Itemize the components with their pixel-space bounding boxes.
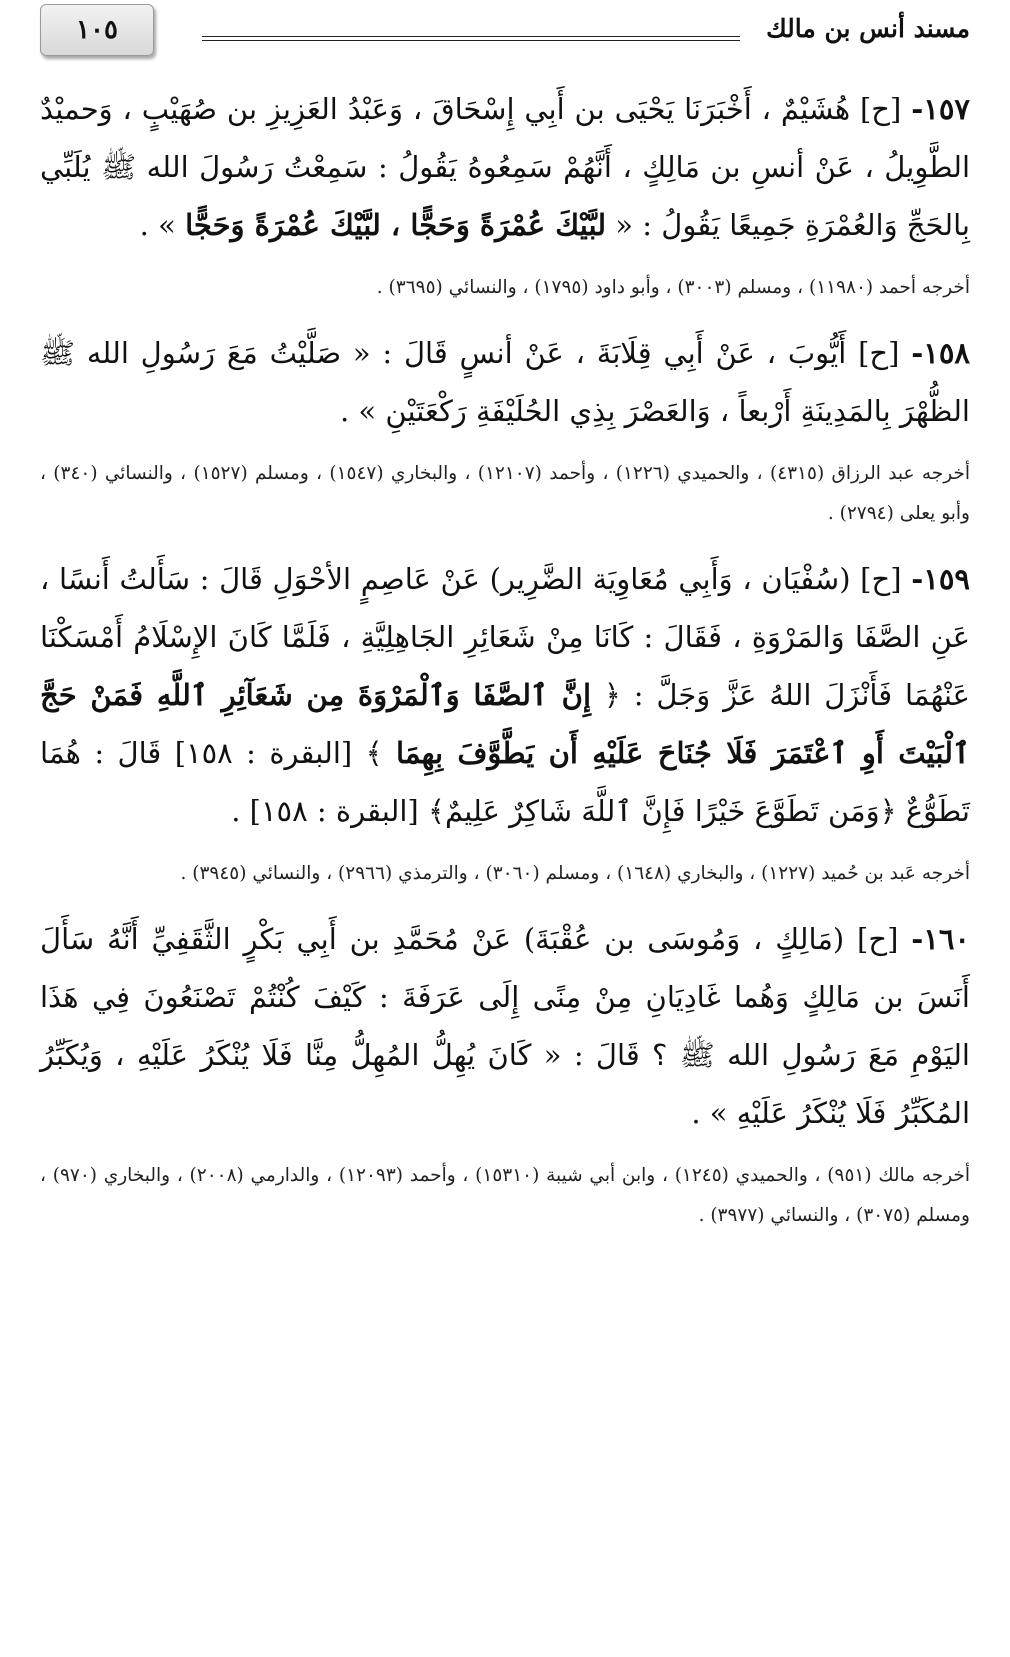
page-number: ١٠٥ (40, 4, 154, 56)
hadith-text (40, 910, 970, 1142)
hadith-160 (40, 910, 970, 1236)
takhrij-note: أخرجه أحمد (١١٩٨٠) ، ومسلم (٣٠٠٣) ، وأبو داود (١٧٩٥) ، والنسائي (٣٦٩٥) . (376, 277, 970, 298)
running-title: مسند أنس بن مالك (766, 14, 970, 43)
hadith-body: [ح] أَيُّوبَ ، عَنْ أَبِي قِلَابَةَ ، عَنْ أنسٍ قَالَ : « صَلَّيْتُ مَعَ رَسُولِ الله ﷺ الظُّهْرَ بِالمَدِينَةِ أَرْبعاً ، وَالعَصْرَ بِذِي الحُلَيْفَةِ رَكْعَتَيْنِ » . (40, 336, 970, 428)
hadith-body: [ح] هُشَيْمٌ ، أَخْبَرَنَا يَحْيَى بن أَبِي إِسْحَاقَ ، وَعَبْدُ العَزِيزِ بن صُهَيْبٍ ، وَحميْدٌ الطَّوِيلُ ، عَنْ أنسِ بن مَالِكٍ ، أَنَّهُمْ سَمِعُوهُ يَقُولُ : سَمِعْتُ رَسُولَ الله ﷺ يُلَبِّي بِالحَجِّ وَالعُمْرَةِ جَمِيعًا يَقُولُ : « (40, 92, 970, 242)
hadith-157 (40, 80, 970, 308)
quran-verse: إِنَّ ٱلصَّفَا وَٱلْمَرْوَةَ مِن شَعَآئِرِ ٱللَّهِ فَمَنْ حَجَّ ٱلْبَيْتَ أَوِ ٱعْتَمَرَ فَلَا جُنَاحَ عَلَيْهِ أَن يَطَّوَّفَ بِهِمَا (40, 678, 970, 770)
hadith-body: [ح] (مَالِكٍ ، وَمُوسَى بن عُقْبَةَ) عَنْ مُحَمَّدِ بن أَبِي بَكْرٍ الثَّقَفِيِّ أَنَّهُ سَأَلَ أَنَسَ بن مَالِكٍ وَهُما غَادِيَانِ مِنْ مِنًى إِلَى عَرَفَةَ : كَيْفَ كُنْتُمْ تَصْنَعُونَ فِي هَذَا اليَوْمِ مَعَ رَسُولِ الله ﷺ ؟ قَالَ : « كَانَ يُهِلُّ المُهِلُّ مِنَّا فَلَا يُنْكَرُ عَلَيْهِ ، وَيُكَبِّرُ المُكَبِّرُ فَلَا يُنْكَرُ عَلَيْهِ » . (40, 922, 970, 1130)
hadith-number: ١٦٠- (911, 922, 971, 956)
hadith-text (40, 80, 970, 254)
hadith-159 (40, 550, 970, 894)
takhrij-note: أخرجه عبد الرزاق (٤٣١٥) ، والحميدي (١٢٢٦) ، وأحمد (١٢١٠٧) ، والبخاري (١٥٤٧) ، ومسلم (١٥٢٧) ، والنسائي (٣٤٠) ، وأبو يعلى (٢٧٩٤) . (40, 463, 970, 524)
hadith-158 (40, 324, 970, 534)
header-rule (202, 36, 740, 41)
hadith-quote: لبَّيْكَ عُمْرَةً وَحَجًّا ، لبَّيْكَ عُمْرَةً وَحَجًّا (185, 208, 607, 242)
page-header (40, 0, 970, 64)
hadith-text (40, 550, 970, 840)
hadith-body: [ح] (سُفْيَان ، وَأَبِي مُعَاوِيَة الضَّرِير) عَنْ عَاصِمٍ الأحْوَلِ قَالَ : سَأَلتُ أَنسًا ، عَنِ الصَّفَا وَالمَرْوَةِ ، فَقَالَ : كَانَا مِنْ شَعَائِرِ الجَاهِلِيَّةِ ، فَلَمَّا كَانَ الإِسْلَامُ أَمْسَكْنَا عَنْهُمَا فَأَنْزَلَ اللهُ عَزَّ وَجَلَّ : ﴿ (40, 562, 970, 712)
hadith-number: ١٥٨- (911, 336, 971, 370)
hadith-text (40, 324, 970, 440)
hadith-body-end: » . (139, 208, 176, 242)
book-page (40, 0, 970, 1657)
hadith-number: ١٥٩- (911, 562, 971, 596)
hadith-number: ١٥٧- (911, 92, 971, 126)
hadith-body-end: ﴾ [البقرة : ١٥٨] قَالَ : هُمَا تَطَوُّعٌ ﴿وَمَن تَطَوَّعَ خَيْرًا فَإِنَّ ٱللَّهَ شَاكِرٌ عَلِيمٌ﴾ [البقرة : ١٥٨] . (40, 736, 970, 828)
takhrij-note: أخرجه عَبد بن حُميد (١٢٢٧) ، والبخاري (١٦٤٨) ، ومسلم (٣٠٦٠) ، والترمذي (٢٩٦٦) ، والنسائي (٣٩٤٥) . (180, 863, 970, 884)
takhrij-note: أخرجه مالك (٩٥١) ، والحميدي (١٢٤٥) ، وابن أبي شيبة (١٥٣١٠) ، وأحمد (١٢٠٩٣) ، والدارمي (٢٠٠٨) ، والبخاري (٩٧٠) ، ومسلم (٣٠٧٥) ، والنسائي (٣٩٧٧) . (40, 1165, 970, 1226)
